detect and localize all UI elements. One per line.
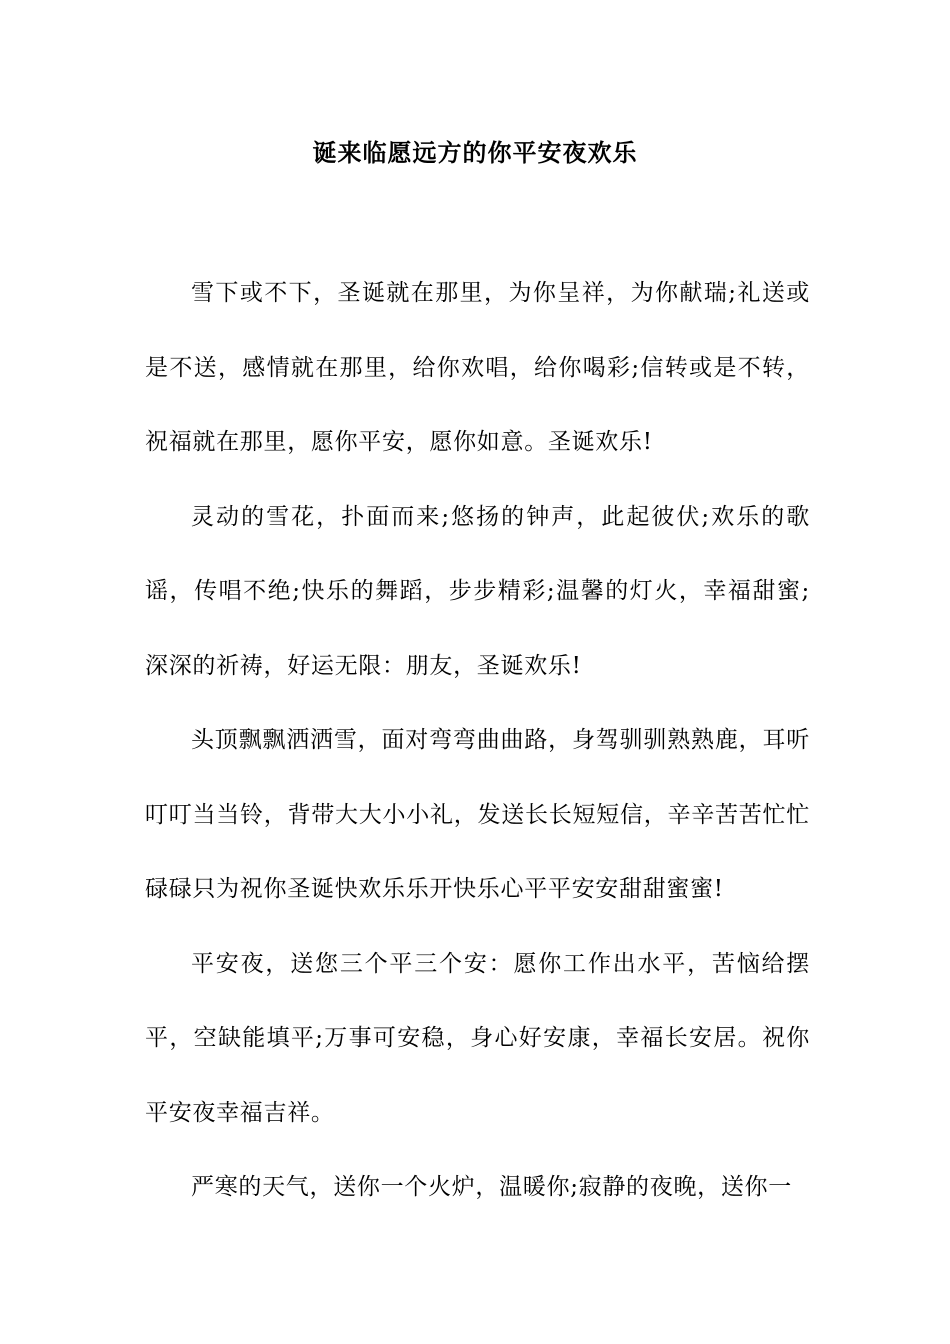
paragraph-4: 平安夜，送您三个平三个安：愿你工作出水平，苦恼给摆平，空缺能填平;万事可安稳，身心好安康，幸福长安居。祝你平安夜幸福吉祥。 — [145, 950, 810, 1126]
paragraph-3: 头顶飘飘洒洒雪，面对弯弯曲曲路，身驾驯驯熟熟鹿，耳听叮叮当当铃，背带大大小小礼，发送长长短短信，辛辛苦苦忙忙碌碌只为祝你圣诞快欢乐乐开快乐心平平安安甜甜蜜蜜! — [145, 727, 810, 902]
paragraph-5: 严寒的天气，送你一个火炉，温暖你;寂静的夜晚，送你一 — [191, 1174, 792, 1200]
document-title: 诞来临愿远方的你平安夜欢乐 — [312, 138, 638, 167]
document-body — [145, 256, 810, 1225]
paragraph-2: 灵动的雪花，扑面而来;悠扬的钟声，此起彼伏;欢乐的歌谣，传唱不绝;快乐的舞蹈，步步精彩;温馨的灯火，幸福甜蜜;深深的祈祷，好运无限：朋友，圣诞欢乐! — [145, 503, 810, 679]
paragraph-1: 雪下或不下，圣诞就在那里，为你呈祥，为你献瑞;礼送或是不送，感情就在那里，给你欢唱，给你喝彩;信转或是不转，祝福就在那里，愿你平安，愿你如意。圣诞欢乐! — [145, 280, 810, 455]
